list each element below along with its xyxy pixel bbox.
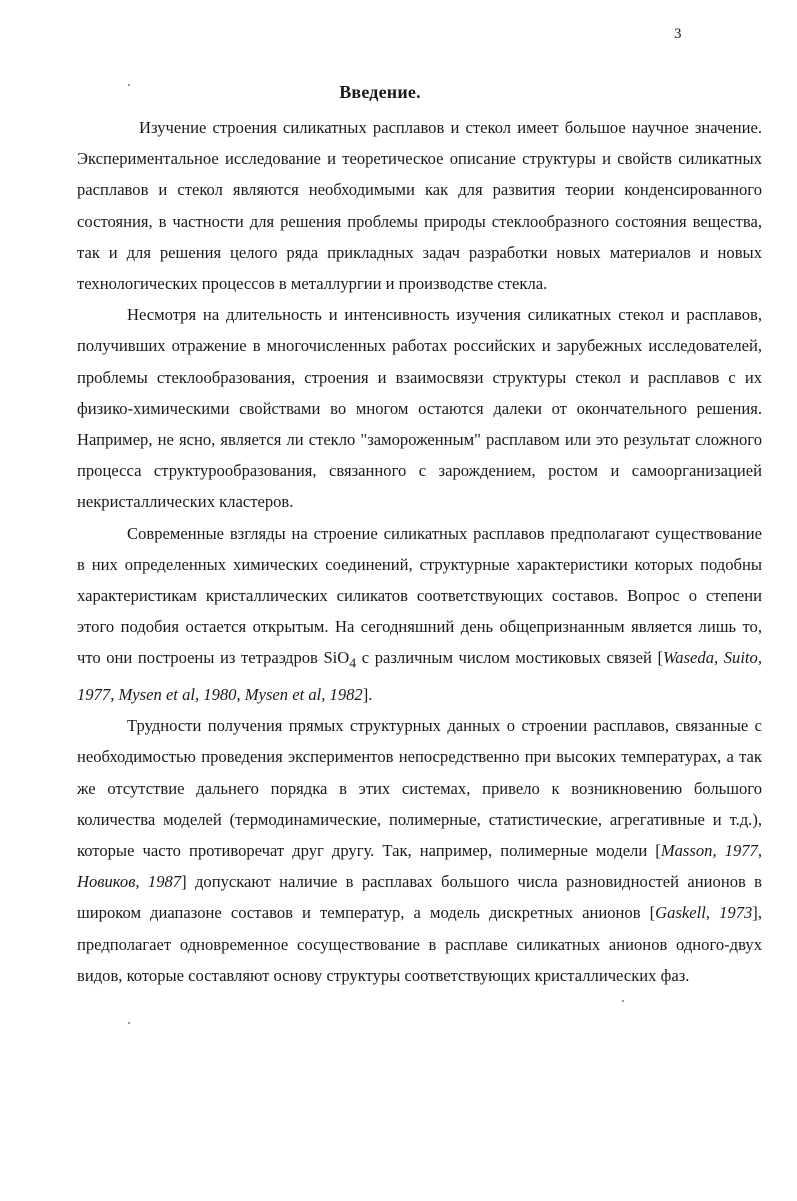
paragraph-4-text-3: ], предполагает одновременное сосуществование в расплаве силикатных анионов одного-двух видов, которые составляют основу структуры соответствующих кристаллических фаз.: [77, 903, 762, 985]
paragraph-4: [77, 710, 762, 991]
page-title: Введение.: [339, 82, 421, 102]
paragraph-3: [77, 518, 762, 711]
paragraph-2: [77, 299, 762, 517]
formula-sio4: [323, 648, 357, 671]
paragraph-3-text-end: ].: [362, 684, 373, 704]
paragraph-1-text: Изучение строения силикатных расплавов и стекол имеет большое научное значение. Экспериментальное исследование и теоретическое описание структуры и свойств силикатных расплавов и стекол являются необходимыми как для развития теории конденсированного состояния, в частности для решения проблемы природы стеклообразного состояния вещества, так и для решения целого ряда прикладных задач разработки новых материалов и новых технологических процессов в металлургии и производстве стекла.: [77, 118, 762, 294]
paragraph-1: [77, 112, 762, 299]
paragraph-3-text-after-formula: с различным числом мостиковых связей [: [356, 648, 663, 668]
citation-waseda-mysen: Waseda, Suito, 1977, Mysen et al, 1980, Mysen et al, 1982: [77, 648, 762, 704]
document-body: [77, 112, 762, 991]
scan-speck: [128, 1022, 130, 1024]
formula-base: SiO: [323, 648, 350, 668]
citation-masson-novikov: Masson, 1977, Новиков, 1987: [77, 840, 762, 892]
paragraph-4-text-1: Трудности получения прямых структурных данных о строении расплавов, связанные с необходимостью проведения экспериментов непосредственно при высоких температурах, а так же отсутствие дальнего порядка в этих системах, привело к возникновению большого количества моделей (термодинамические, полимерные, статистические, агрегативные и т.д.), которые часто противоречат друг другу. Так, например, полимерные модели [: [77, 716, 762, 860]
formula-subscript: 4: [349, 655, 357, 671]
paragraph-3-text-before-formula: Современные взгляды на строение силикатных расплавов предполагают существование в них определенных химических соединений, структурные характеристики которых подобны характеристикам кристаллических силикатов соответствующих составов. Вопрос о степени этого подобия остается открытым. На сегодняшний день общепризнанным является лишь то, что они построены из тетраэдров: [77, 523, 762, 668]
page-number: 3: [674, 26, 682, 42]
scan-speck: [622, 1000, 624, 1002]
citation-gaskell: Gaskell, 1973: [655, 903, 753, 923]
paragraph-2-text: Несмотря на длительность и интенсивность изучения силикатных стекол и расплавов, получивших отражение в многочисленных работах российских и зарубежных исследователей, проблемы стеклообразования, строения и взаимосвязи структуры стекол и расплавов с их физико-химическими свойствами во многом остаются далеки от окончательного решения. Например, не ясно, является ли стекло "замороженным" расплавом или это результат сложного процесса структурообразования, связанного с зарождением, ростом и самоорганизацией некристаллических кластеров.: [77, 305, 762, 512]
paragraph-4-text-2: ] допускают наличие в расплавах большого числа разновидностей анионов в широком диапазоне составов и температур, а модель дискретных анионов [: [77, 872, 762, 923]
scan-speck: [128, 84, 130, 86]
